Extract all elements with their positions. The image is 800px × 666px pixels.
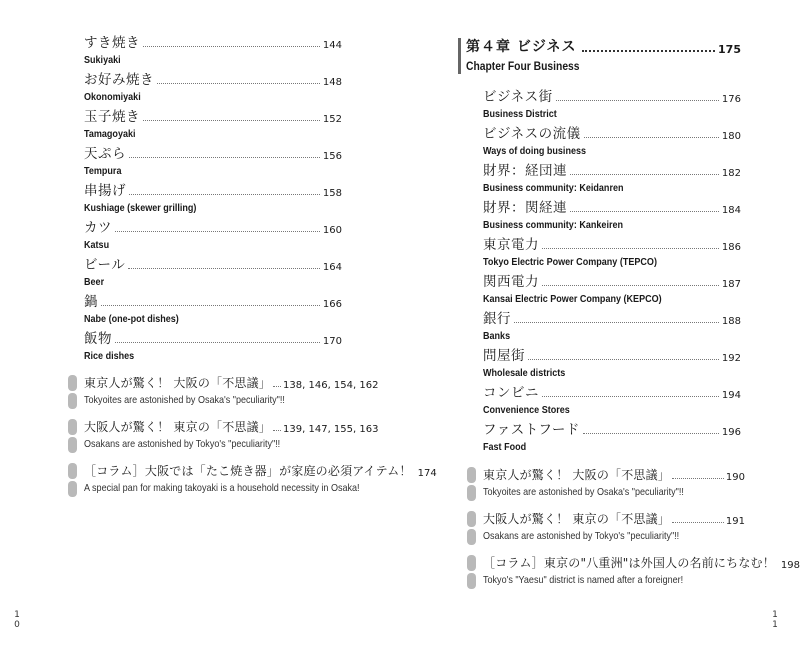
special-title-jp: 大阪人が驚く！ 東京の「不思議」 (483, 512, 671, 526)
entry-title-jp: ビジネス街 (483, 89, 553, 105)
toc-entry[interactable] (483, 347, 741, 379)
dot-leader (582, 50, 715, 52)
dot-leader (583, 433, 719, 434)
entry-title-en: Kushiage (skewer grilling) (84, 202, 197, 214)
dot-leader (556, 100, 719, 101)
dot-leader (570, 211, 719, 212)
dot-leader (570, 174, 719, 175)
entry-title-jp: 財界：関経連 (483, 200, 567, 216)
entry-title-en: Rice dishes (84, 350, 135, 362)
entry-page-number: 186 (721, 242, 741, 253)
entry-page-number: 156 (322, 151, 342, 162)
entry-page-number: 182 (721, 168, 741, 179)
entry-title-jp: 関西電力 (483, 274, 539, 290)
entry-page-number: 180 (721, 131, 741, 142)
entry-title-jp: 財界：経団連 (483, 163, 567, 179)
entry-page-number: 184 (721, 205, 741, 216)
dot-leader (672, 478, 724, 479)
dot-leader (542, 248, 719, 249)
entry-page-number: 160 (322, 225, 342, 236)
dot-leader (528, 359, 719, 360)
grey-tab-marker (467, 467, 476, 503)
entry-title-en: Okonomiyaki (84, 91, 141, 103)
toc-entry[interactable] (483, 236, 741, 268)
special-page-numbers: 190 (725, 472, 745, 483)
special-feature-entry[interactable] (68, 375, 379, 406)
entry-title-en: Wholesale districts (483, 367, 566, 379)
toc-entry[interactable] (483, 125, 741, 157)
grey-tab-marker (467, 555, 476, 591)
grey-tab-marker (68, 375, 77, 411)
special-page-numbers: 138, 146, 154, 162 (283, 380, 379, 391)
chapter-heading[interactable] (458, 38, 741, 76)
entry-title-jp: 天ぷら (84, 146, 126, 162)
toc-entry[interactable] (483, 199, 741, 231)
grey-tab-marker (467, 511, 476, 547)
toc-entry[interactable] (483, 310, 741, 342)
special-title-jp: 東京人が驚く！ 大阪の「不思議」 (84, 376, 272, 390)
chapter-bar (458, 38, 461, 74)
toc-entry[interactable] (84, 182, 342, 214)
chapter-title-jp: 第４章 ビジネス (466, 39, 577, 55)
entry-page-number: 144 (322, 40, 342, 51)
dot-leader (542, 396, 719, 397)
entry-title-en: Tempura (84, 165, 122, 177)
toc-entry[interactable] (84, 219, 342, 251)
entry-title-jp: 東京電力 (483, 237, 539, 253)
entry-page-number: 152 (322, 114, 342, 125)
entry-page-number: 192 (721, 353, 741, 364)
entry-page-number: 158 (322, 188, 342, 199)
entry-title-en: Business community: Kankeiren (483, 219, 624, 231)
dot-leader (672, 522, 724, 523)
entry-title-jp: コンビニ (483, 385, 539, 401)
dot-leader (115, 342, 320, 343)
dot-leader (157, 83, 320, 84)
toc-entry[interactable] (84, 256, 342, 288)
entry-title-jp: 飯物 (84, 331, 112, 347)
special-page-numbers: 174 (417, 468, 437, 479)
special-title-en: Tokyoites are astonished by Osaka's "peculiarity"!! (483, 486, 684, 498)
special-feature-entry[interactable] (467, 467, 745, 498)
grey-tab-marker (68, 419, 77, 455)
entry-page-number: 188 (721, 316, 741, 327)
toc-entry[interactable] (483, 421, 741, 453)
special-feature-entry[interactable] (68, 419, 379, 450)
entry-title-jp: 玉子焼き (84, 109, 140, 125)
special-title-en: Tokyoites are astonished by Osaka's "peculiarity"!! (84, 394, 285, 406)
special-feature-entry[interactable] (467, 511, 745, 542)
dot-leader (542, 285, 719, 286)
entry-title-jp: ファストフード (483, 422, 580, 438)
dot-leader (143, 46, 320, 47)
entry-title-en: Nabe (one-pot dishes) (84, 313, 179, 325)
toc-entry[interactable] (84, 293, 342, 325)
entry-page-number: 148 (322, 77, 342, 88)
dot-leader (101, 305, 320, 306)
special-feature-entry[interactable] (467, 555, 800, 586)
entry-title-en: Business District (483, 108, 557, 120)
grey-tab-marker (68, 463, 77, 499)
special-title-en: Osakans are astonished by Tokyo's "peculiarity"!! (483, 530, 680, 542)
entry-title-en: Business community: Keidanren (483, 182, 624, 194)
dot-leader (514, 322, 719, 323)
dot-leader (129, 194, 320, 195)
toc-entry[interactable] (84, 71, 342, 103)
special-title-jp: 東京人が驚く！ 大阪の「不思議」 (483, 468, 671, 482)
entry-title-en: Beer (84, 276, 105, 288)
entry-title-en: Tokyo Electric Power Company (TEPCO) (483, 256, 657, 268)
entry-title-jp: カツ (84, 220, 112, 236)
special-title-en: Osakans are astonished by Tokyo's "peculiarity"!! (84, 438, 281, 450)
special-title-jp: 大阪人が驚く！ 東京の「不思議」 (84, 420, 272, 434)
toc-entry[interactable] (483, 384, 741, 416)
toc-entry[interactable] (483, 88, 741, 120)
toc-entry[interactable] (84, 330, 342, 362)
toc-entry[interactable] (84, 108, 342, 140)
chapter-title-en: Chapter Four Business (466, 59, 580, 73)
special-page-numbers: 198 (780, 560, 800, 571)
entry-title-jp: 銀行 (483, 311, 511, 327)
toc-entry[interactable] (84, 145, 342, 177)
page-number: 10 (14, 610, 20, 630)
dot-leader (115, 231, 320, 232)
dot-leader (143, 120, 320, 121)
entry-title-en: Ways of doing business (483, 145, 587, 157)
chapter-page-number: 175 (718, 43, 741, 56)
entry-title-jp: 串揚げ (84, 183, 126, 199)
special-title-en: A special pan for making takoyaki is a household necessity in Osaka! (84, 482, 360, 494)
entry-title-en: Sukiyaki (84, 54, 121, 66)
dot-leader (129, 157, 320, 158)
entry-title-jp: 問屋街 (483, 348, 525, 364)
dot-leader (273, 386, 281, 387)
toc-entry[interactable] (483, 273, 741, 305)
entry-title-jp: ビール (84, 257, 126, 273)
special-page-numbers: 191 (725, 516, 745, 527)
entry-title-jp: すき焼き (84, 35, 140, 51)
special-feature-entry[interactable] (68, 463, 437, 494)
entry-title-en: Katsu (84, 239, 110, 251)
special-title-en: Tokyo's "Yaesu" district is named after a foreigner! (483, 574, 684, 586)
entry-page-number: 164 (322, 262, 342, 273)
entry-title-en: Convenience Stores (483, 404, 570, 416)
toc-entry[interactable] (84, 34, 342, 66)
entry-title-en: Kansai Electric Power Company (KEPCO) (483, 293, 662, 305)
entry-title-jp: お好み焼き (84, 72, 154, 88)
special-title-jp: ［コラム］東京の"八重洲"は外国人の名前にちなむ！ (483, 556, 775, 570)
entry-title-jp: 鍋 (84, 294, 98, 310)
entry-title-en: Fast Food (483, 441, 527, 453)
entry-title-en: Banks (483, 330, 511, 342)
entry-page-number: 166 (322, 299, 342, 310)
entry-page-number: 196 (721, 427, 741, 438)
entry-page-number: 176 (721, 94, 741, 105)
dot-leader (273, 430, 281, 431)
dot-leader (584, 137, 719, 138)
entry-page-number: 170 (322, 336, 342, 347)
entry-page-number: 194 (721, 390, 741, 401)
entry-page-number: 187 (721, 279, 741, 290)
special-page-numbers: 139, 147, 155, 163 (283, 424, 379, 435)
special-title-jp: ［コラム］大阪では「たこ焼き器」が家庭の必須アイテム！ (84, 464, 412, 478)
entry-title-jp: ビジネスの流儀 (483, 126, 581, 142)
page-number: 11 (772, 610, 778, 630)
entry-title-en: Tamagoyaki (84, 128, 136, 140)
dot-leader (128, 268, 320, 269)
toc-entry[interactable] (483, 162, 741, 194)
